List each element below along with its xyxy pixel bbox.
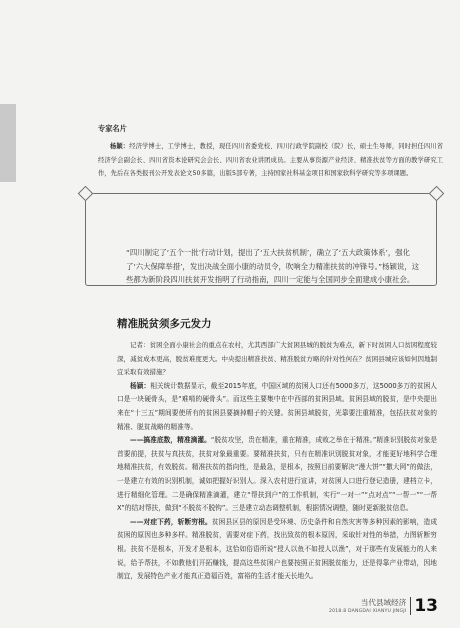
diamond-ornament-left-icon: [78, 186, 94, 202]
page-number: 13: [410, 597, 438, 615]
page-footer: [329, 597, 438, 615]
expert-bio: [98, 140, 443, 181]
paragraph-precision-text: “脱贫攻坚，贵在精准，重在精准，成败之举在于精准。”精准识别脱贫对象是首要前提，扶贫与真扶贫，扶贫对象最重要。要精准扶贫，只有在精准识别脱贫对象，才能更好地科学合理地精准扶贫，有效脱贫。精准扶贫的指向性，是最急，是根本，按照目前要解决“漫大饼”“撒大网”的做法，一是建立有效的识别机制，诚如把握好识别人。深入农村进行宣讲，对贫困人口进行登记造册，建档立卡，进行精细化管理。二是确保精准滴灌，建立“帮扶到户”的工作机制，实行“一对一”“点对点”“一帮一”“一帮X”的结对帮扶，做到“不脱贫不脱钩”。三是建立动态调整机制，根据情况调整，随时更新脱贫信息。: [117, 436, 438, 513]
paragraph-precision-lead: ——搞准底数，精准滴灌。: [130, 436, 211, 445]
paragraph-root-cause-lead: ——对症下药，斩断穷根。: [130, 517, 212, 526]
section-title: 精准脱贫须多元发力: [117, 318, 212, 330]
pull-quote-text: “四川制定了‘五个一批’行动计划，提出了‘五大扶贫机制’，确立了‘五大政策体系’，强化了‘六大保障举措’，发出决战全面小康的动员令，吹响全力精准扶贫的冲锋号。”杨颖说，这些都为新阶段四川扶贫开发指明了行动指南，四川一定能与全国同步全面建成小康社会。: [126, 248, 420, 285]
article-body: [117, 316, 437, 584]
diamond-ornament-right-icon: [429, 186, 445, 202]
paragraph-root-cause: [117, 516, 437, 584]
answer-paragraph: [117, 380, 437, 434]
expert-name: 杨颖：: [110, 143, 130, 150]
page-edge-tab: [0, 104, 16, 182]
expert-heading: 专家名片: [98, 124, 127, 133]
answer-text: 相关统计数据显示，截至2015年底，中国区域的贫困人口还有5000多万，这5000多万的贫困人口是一块硬骨头，是“难啃的硬骨头”。而这些主要集中在中西部的贫困县域。贫困县域的脱贫，是中央提出来在“十三五”期间要使所有的贫困县要摘掉帽子的关键。贫困县域脱贫，光靠要注重精准，包括扶贫对象的精准、脱贫战略的精准等。: [117, 381, 437, 431]
magazine-name: 当代县域经济: [360, 597, 407, 607]
paragraph-root-cause-text: 贫困县区县的原因是受环境、历史条件和自然灾害等多种因素的影响，造成贫困的原因也多种多样。精准脱贫，需要对症下药，找出致贫的根本原因，采取针对性的举措，力图斩断穷根。扶贫不是根本，开发才是根本，这恰如俗语所说“授人以鱼不如授人以渔”，对于那些有发展能力的人来说，给予帮扶，不如教他们开拓赚钱，提高这些贫困户也要按照正贫困脱贫能力，还是得靠产业带动，因地制宜，发展特色产业才能真正造福百姓，富裕的生活才能天长地久。: [117, 517, 438, 581]
reporter-question: 记者：贫困全面小康社会的重点在农村，尤其西部广大贫困县城的脱贫为难点，新下时贫困人口贫困程度较深，减贫成本更高，脱贫难度更大。中央提出精准扶贫、精准脱贫方略的针对性何在？贫困县城应该如何因地制宜采取有效措施？: [117, 341, 437, 377]
magazine-info: [329, 598, 406, 615]
magazine-issue: 2018.8 DANGDAI XIANYU JINGJI: [329, 608, 407, 614]
paragraph-precision: [117, 434, 437, 516]
answer-speaker: 杨颖：: [130, 381, 151, 390]
pull-quote-box: [85, 193, 437, 286]
expert-bio-text: 经济学博士，工学博士，教授，现任四川省委党校、四川行政学院副校（院）长，硕士生导师，同时担任四川省经济学会副会长、四川省资本论研究会会长、四川省农业讲团成员。主要从事资源产业经济、精准扶贫等方面的教学研究工作，先后在各类报刊公开发表论文50多篇，出版5部专著，主持国家社科基金项目和国家软科学研究等多项课题。: [98, 143, 444, 178]
expert-card: [98, 124, 443, 181]
